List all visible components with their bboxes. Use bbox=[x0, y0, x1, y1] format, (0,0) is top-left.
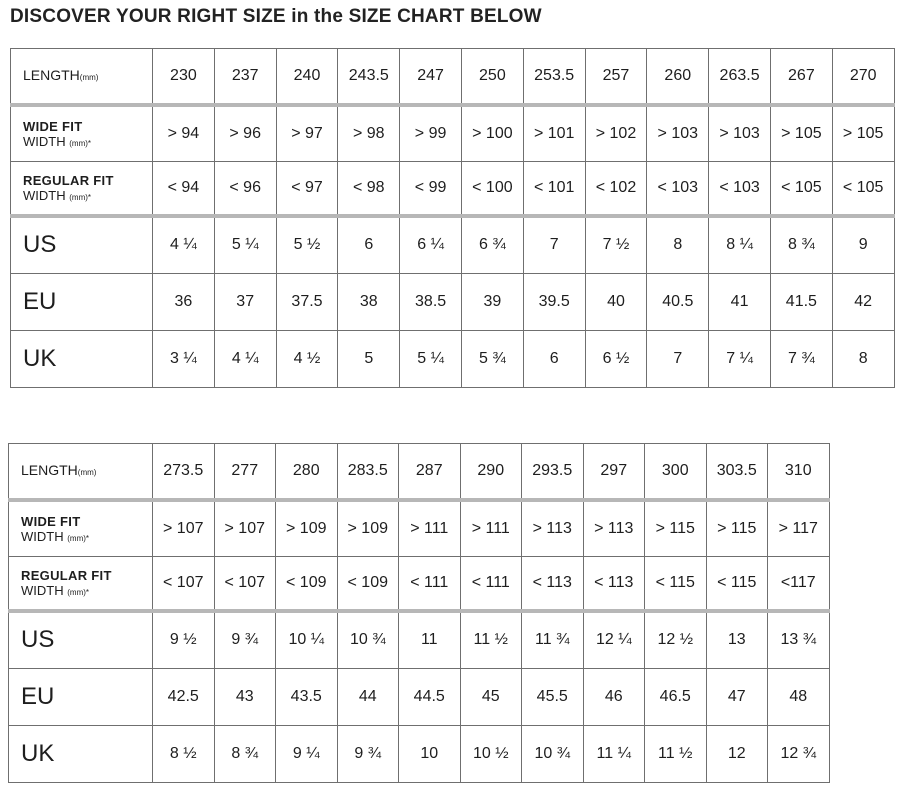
us-label: US bbox=[21, 626, 55, 654]
width-label: WIDTH bbox=[21, 528, 64, 544]
row-label-us bbox=[11, 216, 153, 274]
cell-regular: < 102 bbox=[585, 162, 647, 216]
row-label-wide bbox=[11, 105, 153, 162]
cell-eu: 44 bbox=[337, 669, 399, 726]
cell-eu: 40 bbox=[585, 274, 647, 331]
cell-wide: > 103 bbox=[709, 105, 771, 162]
cell-eu: 46 bbox=[583, 669, 645, 726]
cell-length: 273.5 bbox=[153, 444, 215, 500]
cell-regular: < 113 bbox=[583, 557, 645, 611]
cell-length: 293.5 bbox=[522, 444, 584, 500]
cell-wide: > 105 bbox=[770, 105, 832, 162]
cell-regular: < 103 bbox=[647, 162, 709, 216]
cell-length: 247 bbox=[400, 49, 462, 105]
page-title: DISCOVER YOUR RIGHT SIZE in the SIZE CHART BELOW bbox=[10, 6, 542, 27]
cell-eu: 42.5 bbox=[153, 669, 215, 726]
row-eu bbox=[11, 274, 895, 331]
cell-us: 6 ¾ bbox=[461, 216, 523, 274]
cell-us: 7 ½ bbox=[585, 216, 647, 274]
cell-eu: 41.5 bbox=[770, 274, 832, 331]
cell-length: 257 bbox=[585, 49, 647, 105]
cell-length: 253.5 bbox=[523, 49, 585, 105]
cell-uk: 5 bbox=[338, 331, 400, 388]
cell-eu: 41 bbox=[709, 274, 771, 331]
cell-us: 5 ¼ bbox=[214, 216, 276, 274]
cell-eu: 46.5 bbox=[645, 669, 707, 726]
cell-eu: 38 bbox=[338, 274, 400, 331]
cell-eu: 40.5 bbox=[647, 274, 709, 331]
cell-length: 260 bbox=[647, 49, 709, 105]
cell-length: 263.5 bbox=[709, 49, 771, 105]
cell-us: 11 ½ bbox=[460, 611, 522, 669]
cell-us: 6 ¼ bbox=[400, 216, 462, 274]
cell-us: 13 ¾ bbox=[768, 611, 830, 669]
cell-length: 237 bbox=[214, 49, 276, 105]
cell-length: 287 bbox=[399, 444, 461, 500]
cell-regular: < 115 bbox=[706, 557, 768, 611]
cell-length: 300 bbox=[645, 444, 707, 500]
cell-us: 11 bbox=[399, 611, 461, 669]
row-length bbox=[9, 444, 830, 500]
width-unit: (mm)* bbox=[69, 138, 92, 148]
cell-uk: 3 ¼ bbox=[153, 331, 215, 388]
cell-regular: < 94 bbox=[153, 162, 215, 216]
cell-eu: 47 bbox=[706, 669, 768, 726]
cell-wide: > 115 bbox=[645, 500, 707, 557]
cell-us: 12 ¼ bbox=[583, 611, 645, 669]
cell-length: 290 bbox=[460, 444, 522, 500]
cell-wide: > 107 bbox=[214, 500, 276, 557]
eu-label: EU bbox=[21, 683, 55, 710]
width-label: WIDTH bbox=[21, 582, 64, 598]
cell-regular: < 113 bbox=[522, 557, 584, 611]
cell-eu: 39 bbox=[461, 274, 523, 331]
cell-uk: 10 ½ bbox=[460, 726, 522, 783]
uk-label: UK bbox=[21, 740, 55, 767]
cell-eu: 48 bbox=[768, 669, 830, 726]
row-us bbox=[11, 216, 895, 274]
cell-length: 250 bbox=[461, 49, 523, 105]
cell-eu: 43.5 bbox=[276, 669, 338, 726]
cell-uk: 6 ½ bbox=[585, 331, 647, 388]
cell-us: 4 ¼ bbox=[153, 216, 215, 274]
cell-wide: > 109 bbox=[276, 500, 338, 557]
row-eu bbox=[9, 669, 830, 726]
cell-regular: < 98 bbox=[338, 162, 400, 216]
row-label-eu bbox=[11, 274, 153, 331]
cell-regular: < 107 bbox=[153, 557, 215, 611]
cell-us: 9 ½ bbox=[153, 611, 215, 669]
cell-uk: 11 ¼ bbox=[583, 726, 645, 783]
us-label: US bbox=[23, 231, 57, 259]
cell-wide: > 111 bbox=[399, 500, 461, 557]
cell-wide: > 99 bbox=[400, 105, 462, 162]
cell-uk: 8 bbox=[832, 331, 894, 388]
row-label-wide bbox=[9, 500, 153, 557]
row-uk bbox=[11, 331, 895, 388]
cell-length: 280 bbox=[276, 444, 338, 500]
cell-regular: < 111 bbox=[399, 557, 461, 611]
cell-us: 8 ¾ bbox=[770, 216, 832, 274]
cell-uk: 10 ¾ bbox=[522, 726, 584, 783]
cell-us: 6 bbox=[338, 216, 400, 274]
cell-length: 270 bbox=[832, 49, 894, 105]
cell-eu: 39.5 bbox=[523, 274, 585, 331]
cell-uk: 4 ¼ bbox=[214, 331, 276, 388]
cell-wide: > 109 bbox=[337, 500, 399, 557]
cell-eu: 37.5 bbox=[276, 274, 338, 331]
cell-us: 11 ¾ bbox=[522, 611, 584, 669]
cell-regular: < 107 bbox=[214, 557, 276, 611]
cell-us: 10 ¼ bbox=[276, 611, 338, 669]
cell-uk: 12 ¾ bbox=[768, 726, 830, 783]
row-wide bbox=[9, 500, 830, 557]
cell-uk: 7 ¼ bbox=[709, 331, 771, 388]
cell-wide: > 113 bbox=[583, 500, 645, 557]
row-regular bbox=[9, 557, 830, 611]
length-unit: (mm) bbox=[77, 467, 97, 477]
cell-length: 283.5 bbox=[337, 444, 399, 500]
cell-us: 12 ½ bbox=[645, 611, 707, 669]
cell-wide: > 96 bbox=[214, 105, 276, 162]
size-chart-table-2 bbox=[8, 443, 830, 783]
cell-regular: < 109 bbox=[337, 557, 399, 611]
width-label: WIDTH bbox=[23, 187, 66, 203]
cell-eu: 43 bbox=[214, 669, 276, 726]
length-unit: (mm) bbox=[79, 72, 99, 82]
row-label-regular bbox=[11, 162, 153, 216]
cell-us: 8 bbox=[647, 216, 709, 274]
cell-regular: < 101 bbox=[523, 162, 585, 216]
cell-wide: > 107 bbox=[153, 500, 215, 557]
row-label-us bbox=[9, 611, 153, 669]
uk-label: UK bbox=[23, 345, 57, 372]
cell-wide: > 97 bbox=[276, 105, 338, 162]
width-unit: (mm)* bbox=[69, 192, 92, 202]
cell-wide: > 103 bbox=[647, 105, 709, 162]
row-wide bbox=[11, 105, 895, 162]
row-label-eu bbox=[9, 669, 153, 726]
cell-wide: > 105 bbox=[832, 105, 894, 162]
cell-regular: < 115 bbox=[645, 557, 707, 611]
length-label: LENGTH bbox=[23, 66, 80, 83]
cell-us: 9 bbox=[832, 216, 894, 274]
cell-wide: > 111 bbox=[460, 500, 522, 557]
width-label: WIDTH bbox=[23, 133, 66, 149]
cell-length: 310 bbox=[768, 444, 830, 500]
wide-fit-label: WIDE FIT bbox=[21, 513, 81, 529]
cell-wide: > 115 bbox=[706, 500, 768, 557]
cell-regular: < 99 bbox=[400, 162, 462, 216]
row-label-regular bbox=[9, 557, 153, 611]
row-label-length bbox=[9, 444, 153, 500]
cell-wide: > 100 bbox=[461, 105, 523, 162]
cell-us: 10 ¾ bbox=[337, 611, 399, 669]
cell-regular: < 103 bbox=[709, 162, 771, 216]
cell-uk: 7 bbox=[647, 331, 709, 388]
cell-uk: 9 ¾ bbox=[337, 726, 399, 783]
cell-regular: < 105 bbox=[770, 162, 832, 216]
cell-us: 7 bbox=[523, 216, 585, 274]
cell-wide: > 113 bbox=[522, 500, 584, 557]
cell-regular: < 100 bbox=[461, 162, 523, 216]
cell-wide: > 102 bbox=[585, 105, 647, 162]
cell-eu: 38.5 bbox=[400, 274, 462, 331]
cell-us: 8 ¼ bbox=[709, 216, 771, 274]
cell-length: 240 bbox=[276, 49, 338, 105]
cell-us: 9 ¾ bbox=[214, 611, 276, 669]
length-label: LENGTH bbox=[21, 461, 78, 478]
cell-uk: 10 bbox=[399, 726, 461, 783]
cell-uk: 6 bbox=[523, 331, 585, 388]
cell-regular: < 111 bbox=[460, 557, 522, 611]
cell-length: 297 bbox=[583, 444, 645, 500]
cell-uk: 9 ¼ bbox=[276, 726, 338, 783]
cell-length: 230 bbox=[153, 49, 215, 105]
cell-uk: 11 ½ bbox=[645, 726, 707, 783]
cell-eu: 44.5 bbox=[399, 669, 461, 726]
cell-uk: 12 bbox=[706, 726, 768, 783]
cell-length: 267 bbox=[770, 49, 832, 105]
row-label-length bbox=[11, 49, 153, 105]
cell-regular: < 97 bbox=[276, 162, 338, 216]
row-us bbox=[9, 611, 830, 669]
eu-label: EU bbox=[23, 288, 57, 315]
cell-regular: <117 bbox=[768, 557, 830, 611]
cell-length: 303.5 bbox=[706, 444, 768, 500]
cell-length: 243.5 bbox=[338, 49, 400, 105]
cell-wide: > 117 bbox=[768, 500, 830, 557]
cell-uk: 8 ¾ bbox=[214, 726, 276, 783]
row-regular bbox=[11, 162, 895, 216]
cell-us: 13 bbox=[706, 611, 768, 669]
cell-uk: 4 ½ bbox=[276, 331, 338, 388]
cell-eu: 42 bbox=[832, 274, 894, 331]
cell-wide: > 98 bbox=[338, 105, 400, 162]
wide-fit-label: WIDE FIT bbox=[23, 118, 83, 134]
cell-eu: 37 bbox=[214, 274, 276, 331]
cell-regular: < 109 bbox=[276, 557, 338, 611]
width-unit: (mm)* bbox=[67, 587, 90, 597]
cell-us: 5 ½ bbox=[276, 216, 338, 274]
row-label-uk bbox=[9, 726, 153, 783]
cell-uk: 5 ¾ bbox=[461, 331, 523, 388]
cell-regular: < 105 bbox=[832, 162, 894, 216]
cell-uk: 5 ¼ bbox=[400, 331, 462, 388]
cell-eu: 36 bbox=[153, 274, 215, 331]
row-length bbox=[11, 49, 895, 105]
cell-length: 277 bbox=[214, 444, 276, 500]
regular-fit-label: REGULAR FIT bbox=[23, 172, 114, 188]
cell-uk: 7 ¾ bbox=[770, 331, 832, 388]
cell-eu: 45.5 bbox=[522, 669, 584, 726]
width-unit: (mm)* bbox=[67, 533, 90, 543]
cell-eu: 45 bbox=[460, 669, 522, 726]
row-uk bbox=[9, 726, 830, 783]
cell-wide: > 94 bbox=[153, 105, 215, 162]
size-chart-table-1 bbox=[10, 48, 895, 388]
row-label-uk bbox=[11, 331, 153, 388]
regular-fit-label: REGULAR FIT bbox=[21, 567, 112, 583]
cell-regular: < 96 bbox=[214, 162, 276, 216]
cell-wide: > 101 bbox=[523, 105, 585, 162]
cell-uk: 8 ½ bbox=[153, 726, 215, 783]
